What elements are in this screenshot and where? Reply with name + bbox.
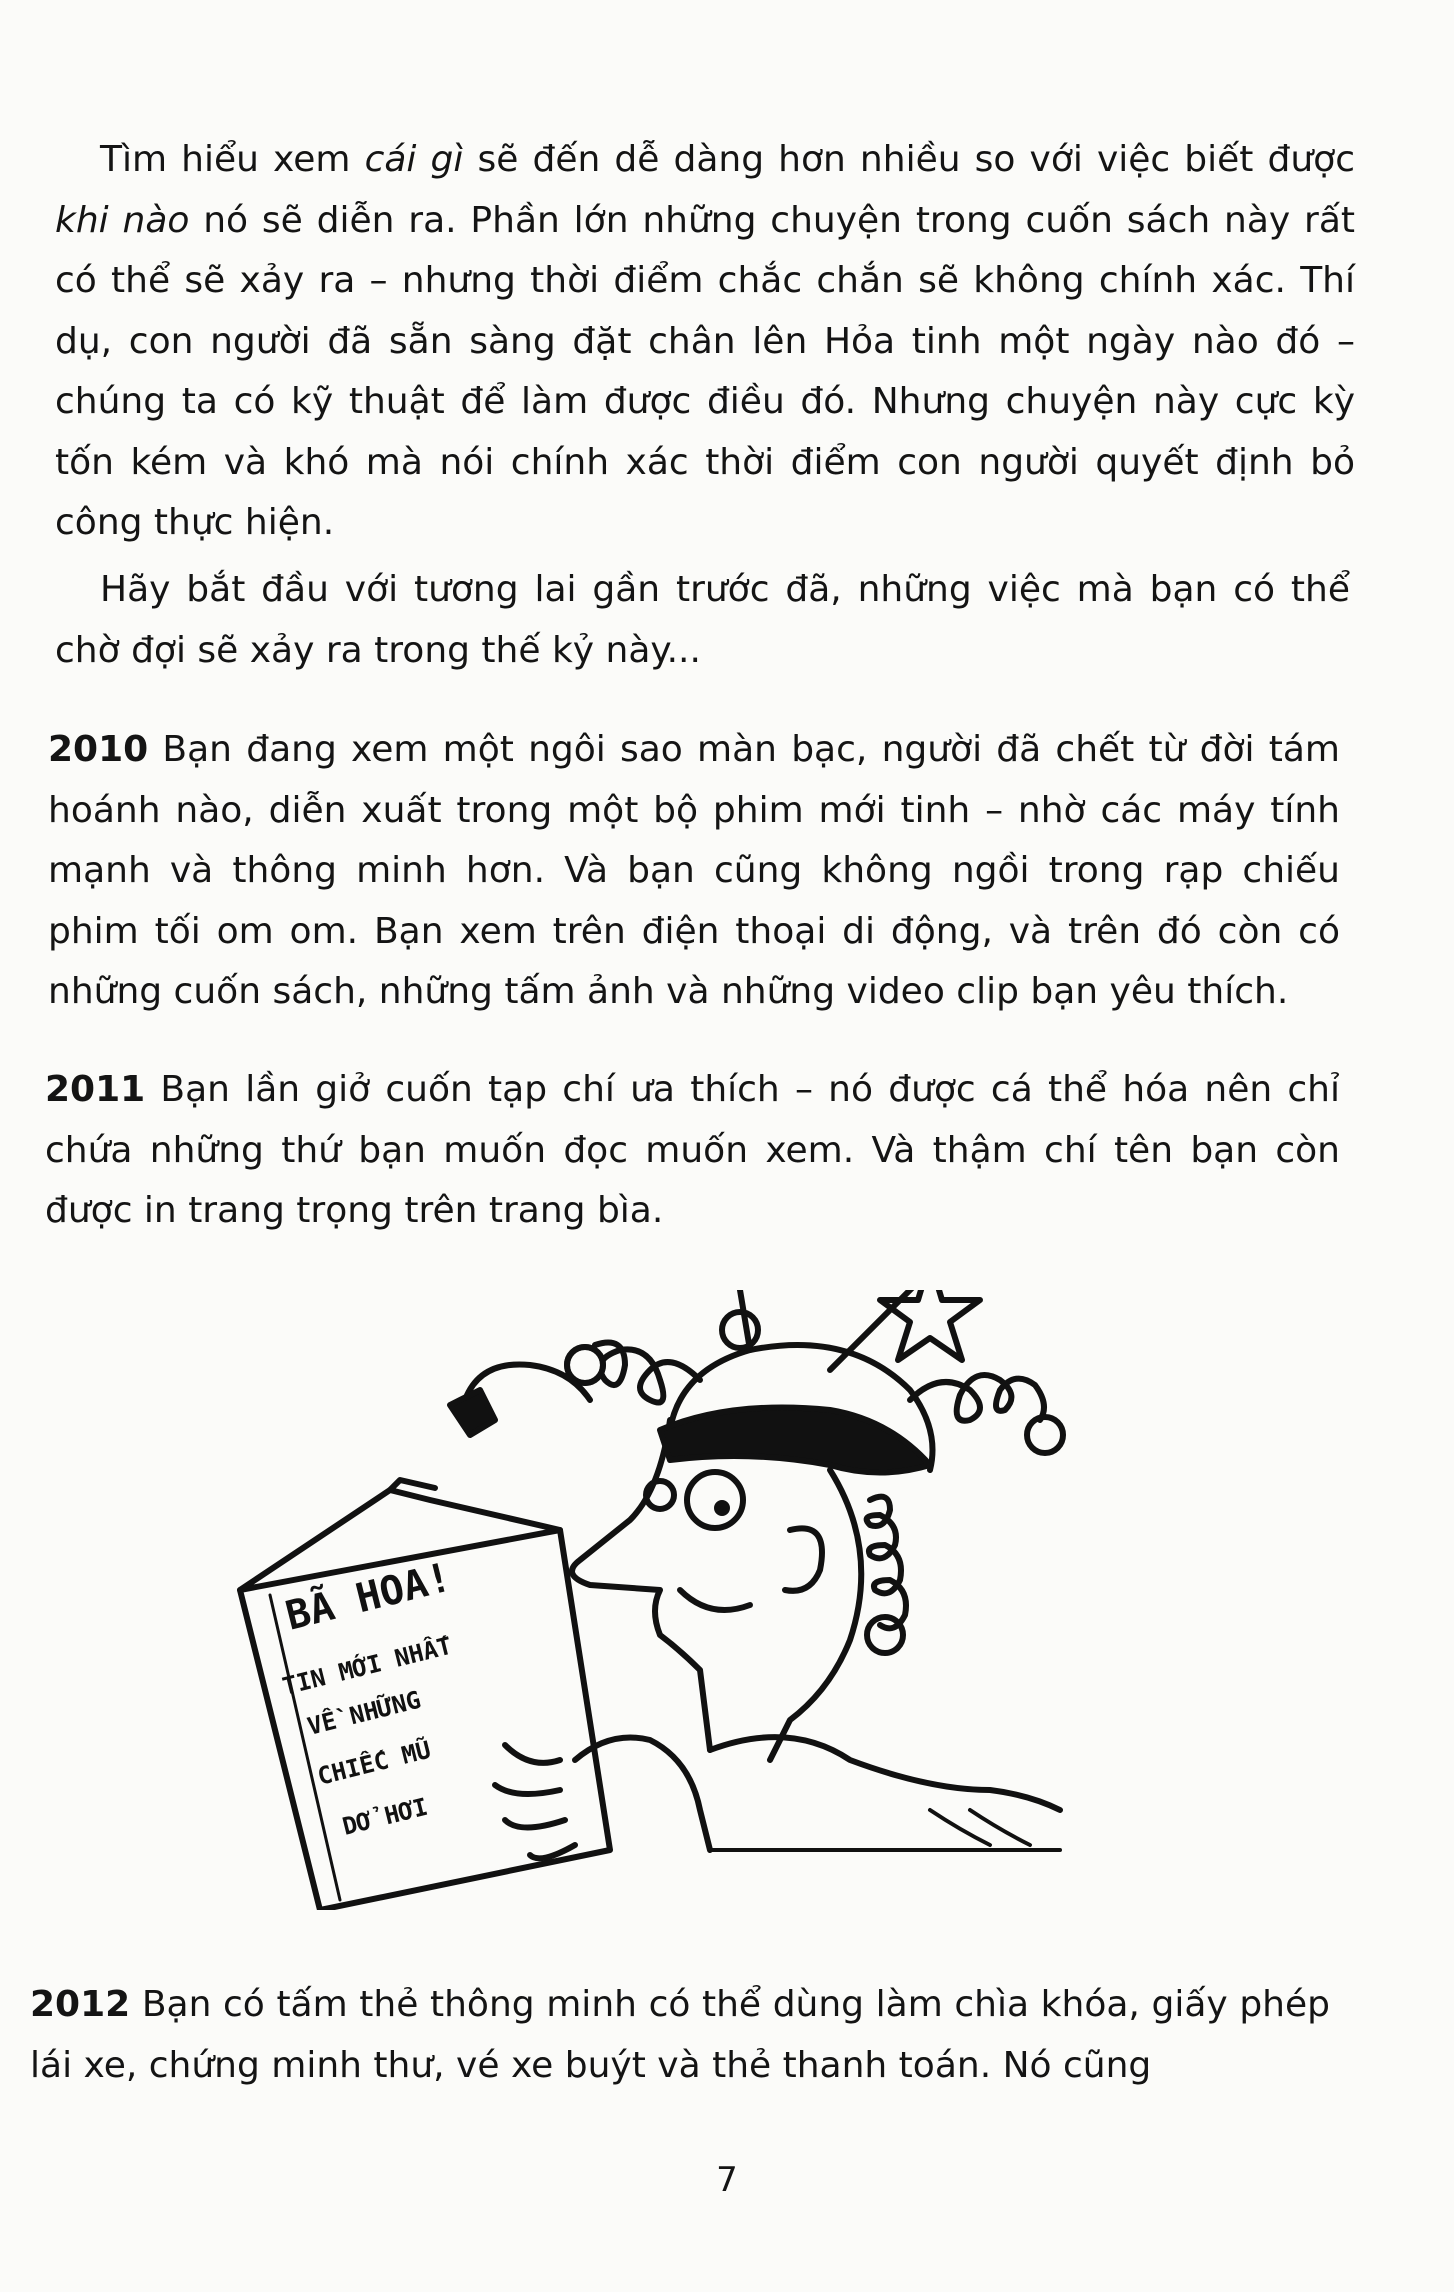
intro-paragraph-2: Hãy bắt đầu với tương lai gần trước đã, những việc mà bạn có thể chờ đợi sẽ xảy ra trong thế kỷ này... (55, 569, 1350, 671)
dice (450, 1390, 495, 1435)
cover-line-1: BÃ HOA! (281, 1554, 456, 1640)
shoulder (710, 1737, 1060, 1810)
intro-paragraph-1 (55, 130, 1355, 554)
star-icon (880, 1290, 980, 1360)
spring-hanging (867, 1497, 906, 1629)
spring-right (910, 1375, 1044, 1421)
emphasis-what: cái gì (364, 139, 464, 180)
smile (680, 1590, 750, 1610)
cover-line-3: VỀ NHỮNG (304, 1685, 424, 1741)
eye-right (687, 1472, 743, 1528)
entry-text: Bạn lần giở cuốn tạp chí ưa thích – nó được cá thể hóa nên chỉ chứa những thứ bạn muốn đọc muốn xem. Và thậm chí tên bạn còn được in trang trọng trên trang bìa. (45, 1069, 1340, 1231)
cover-line-5: DỞ HƠI (339, 1792, 431, 1841)
face-profile (572, 1420, 710, 1750)
entry-year: 2012 (30, 1984, 131, 2025)
hat-fur-band (660, 1408, 930, 1473)
cover-line-2: TIN MỚI NHẤT (279, 1631, 455, 1701)
cartoon-illustration (230, 1290, 1130, 1910)
entry-2010 (48, 720, 1340, 1023)
text-run: Tìm hiểu xem (100, 139, 365, 180)
entry-2012 (30, 1975, 1330, 2096)
ear (785, 1528, 822, 1591)
entry-year: 2010 (48, 729, 149, 770)
hand-fingers (495, 1745, 575, 1858)
emphasis-when: khi nào (55, 199, 190, 241)
page-number: 7 (716, 2160, 738, 2200)
cover-line-4: CHIẾC MŨ (314, 1735, 434, 1791)
text-run: sẽ đến dễ dàng hơn nhiều so với việc biết được (463, 139, 1355, 180)
text-run: nó sẽ diễn ra. Phần lớn những chuyện trong cuốn sách này rất có thể sẽ xảy ra – nhưng thời điểm chắc chắn sẽ không chính xác. Thí dụ, con người đã sẵn sàng đặt chân lên Hỏa tinh một ngày nào đó – chúng ta có kỹ thuật để làm được điều đó. Nhưng chuyện này cực kỳ tốn kém và khó mà nói chính xác thời điểm con người quyết định bỏ công thực hiện. (55, 199, 1356, 543)
entry-text: Bạn đang xem một ngôi sao màn bạc, người đã chết từ đời tám hoánh nào, diễn xuất trong một bộ phim mới tinh – nhờ các máy tính mạnh và thông minh hơn. Và bạn cũng không ngồi trong rạp chiếu phim tối om om. Bạn xem trên điện thoại di động, và trên đó còn có những cuốn sách, những tấm ảnh và những video clip bạn yêu thích. (48, 729, 1340, 1012)
book-cover-text (279, 1552, 456, 1840)
entry-2011 (45, 1060, 1340, 1242)
entry-text: Bạn có tấm thẻ thông minh có thể dùng làm chìa khóa, giấy phép lái xe, chứng minh thư, vé xe buýt và thẻ thanh toán. Nó cũng (30, 1984, 1330, 2086)
entry-year: 2011 (45, 1069, 146, 1110)
antenna-ball (722, 1312, 758, 1348)
